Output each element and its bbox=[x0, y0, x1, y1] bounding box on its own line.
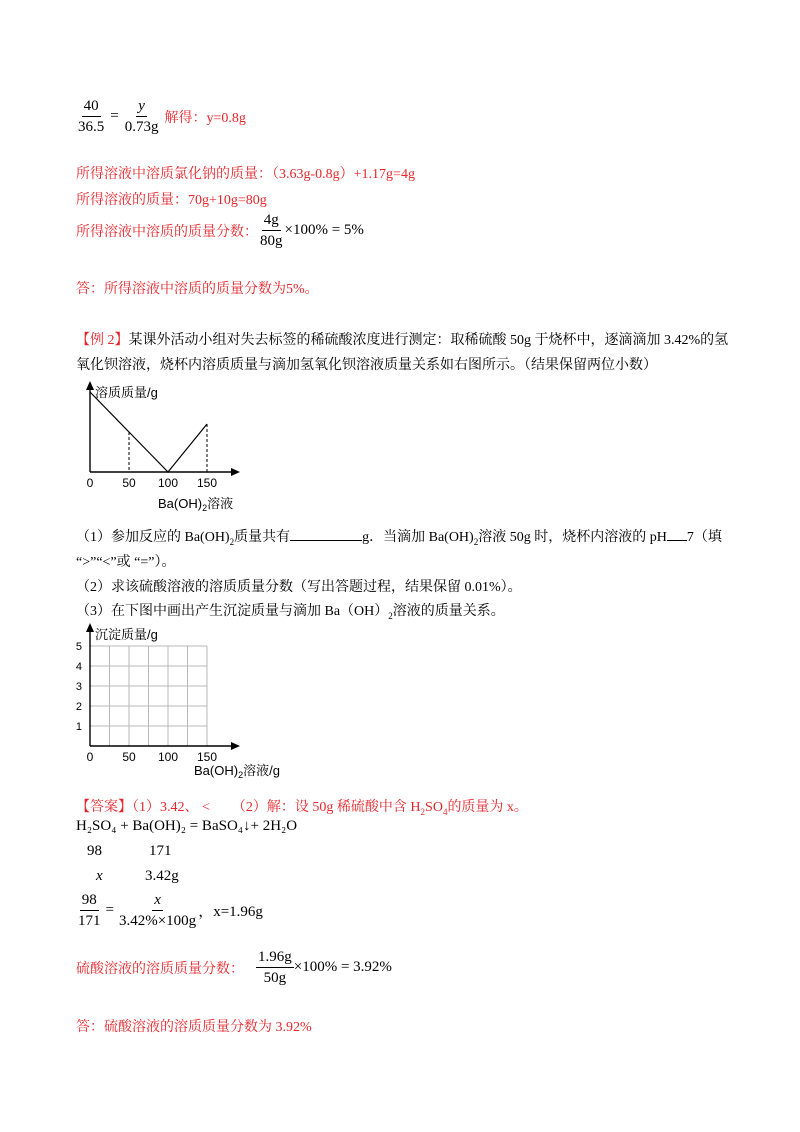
question-3 bbox=[76, 600, 505, 621]
x-tick-label: 0 bbox=[86, 750, 94, 764]
answer-header bbox=[76, 796, 528, 817]
x-tick-labels bbox=[87, 476, 218, 490]
answer-part1: （1）3.42、 < bbox=[132, 800, 210, 815]
result-label: 硫酸溶液的溶质质量分数： bbox=[76, 961, 244, 977]
x-tick-labels bbox=[87, 750, 218, 764]
y-tick-label: 4 bbox=[75, 661, 82, 673]
x-axis-label: $Ba(OH)_2$溶液/g bbox=[194, 763, 280, 780]
fraction bbox=[258, 210, 285, 251]
q3-text: （3）在下图中画出产生沉淀质量与滴加 Ba（OH） bbox=[76, 604, 389, 619]
fraction-label: 所得溶液中溶质的质量分数： bbox=[76, 224, 258, 240]
series-line bbox=[90, 392, 207, 472]
subscript: 2 bbox=[473, 536, 479, 547]
x-tick-label: 150 bbox=[196, 750, 218, 764]
fraction-line bbox=[76, 210, 364, 251]
solution-mass-line: 所得溶液的质量：70g+10g=80g bbox=[76, 193, 267, 208]
final-answer: 答：硫酸溶液的溶质质量分数为 3.92% bbox=[76, 1020, 312, 1035]
x-tick-label: 100 bbox=[157, 750, 179, 764]
answer-tag: 【答案】 bbox=[76, 800, 132, 815]
grid bbox=[90, 646, 207, 746]
denominator: 0.73g bbox=[124, 119, 159, 135]
denominator: 36.5 bbox=[78, 119, 105, 135]
y-axis-label: 沉淀质量/g bbox=[95, 627, 158, 642]
denominator: 80g bbox=[260, 233, 283, 249]
y-tick-label: 2 bbox=[75, 701, 82, 713]
y-axis-label: 溶质质量/g bbox=[95, 385, 158, 400]
denominator: 171 bbox=[78, 913, 101, 929]
fraction bbox=[117, 890, 198, 931]
subscript: 2 bbox=[420, 806, 426, 817]
x-tick-label: 100 bbox=[157, 476, 179, 490]
x-axis-arrow bbox=[231, 468, 240, 476]
y-tick-label: 1 bbox=[75, 721, 82, 733]
series bbox=[90, 392, 207, 472]
numerator: 98 bbox=[80, 890, 99, 911]
numerator: 4g bbox=[262, 210, 281, 231]
denominator: 50g bbox=[263, 970, 287, 986]
solve-text: 解得：y=0.8g bbox=[164, 110, 246, 126]
y-tick-label: 3 bbox=[75, 681, 82, 693]
question-2: （2）求该硫酸溶液的溶质质量分数（写出答题过程，结果保留 0.01%）。 bbox=[76, 580, 522, 595]
example2-line1 bbox=[76, 329, 728, 349]
answer-part2: 的质量为 x。 bbox=[447, 800, 528, 815]
molar-mass-1: 98 bbox=[87, 843, 102, 859]
equation-1 bbox=[76, 96, 246, 137]
numerator: 40 bbox=[82, 96, 101, 117]
equals: = bbox=[105, 902, 114, 918]
x-tick-label: 50 bbox=[122, 476, 136, 490]
x-tick-label: 150 bbox=[196, 476, 218, 490]
question-1 bbox=[76, 526, 722, 547]
chart-precipitate-mass bbox=[70, 622, 280, 780]
chart-solute-mass bbox=[76, 380, 256, 513]
y-axis-arrow bbox=[86, 623, 94, 632]
numerator: x bbox=[152, 890, 163, 911]
result-rest: ×100% = 3.92% bbox=[293, 959, 392, 975]
numerator: 1.96g bbox=[256, 947, 294, 968]
numerator: y bbox=[136, 96, 147, 117]
example2-line2: 氧化钡溶液，烧杯内溶质质量与滴加氢氧化钡溶液质量关系如右图所示。（结果保留两位小数） bbox=[76, 358, 657, 373]
y-axis-arrow bbox=[86, 381, 94, 390]
q1-text: 溶液 50g 时，烧杯内溶液的 pH bbox=[478, 530, 667, 545]
var-2: 3.42g bbox=[145, 868, 179, 884]
equals: = bbox=[110, 108, 119, 124]
example-text: 某课外活动小组对失去标签的稀硫酸浓度进行测定：取稀硫酸 50g 于烧杯中，逐滴滴加 3.42%的氢 bbox=[128, 333, 729, 348]
x-axis-arrow bbox=[231, 742, 240, 750]
answer-1: 答：所得溶液中溶质的质量分数为5%。 bbox=[76, 282, 319, 297]
fraction bbox=[76, 96, 106, 137]
answer-part2: （2）解：设 50g 稀硫酸中含 H bbox=[231, 800, 421, 815]
fraction-rest: ×100% = 5% bbox=[284, 222, 364, 238]
result-line bbox=[76, 947, 392, 988]
answer-blank[interactable] bbox=[667, 540, 687, 541]
denominator: 3.42%×100g bbox=[118, 913, 197, 929]
q1-text: （1）参加反应的 Ba(OH) bbox=[76, 530, 230, 545]
answer-blank[interactable] bbox=[290, 540, 362, 541]
subscript: 2 bbox=[229, 536, 235, 547]
fraction bbox=[76, 890, 103, 931]
y-tick-label: 5 bbox=[75, 641, 82, 653]
x-tick-label: 0 bbox=[86, 476, 94, 490]
subscript: 4 bbox=[442, 806, 448, 817]
question-1-line2: “>”“<”或 “=”）。 bbox=[76, 555, 176, 570]
molar-mass-2: 171 bbox=[149, 843, 172, 859]
fraction bbox=[256, 947, 294, 988]
x-tick-label: 50 bbox=[122, 750, 136, 764]
equation-tail: ，x=1.96g bbox=[198, 904, 263, 920]
x-axis-label: $Ba(OH)_2$溶液 bbox=[158, 496, 234, 513]
example-tag: 【例 2】 bbox=[76, 333, 129, 348]
fraction bbox=[123, 96, 161, 137]
y-tick-labels bbox=[76, 641, 82, 733]
subscript: 2 bbox=[388, 610, 393, 621]
equation-2 bbox=[76, 890, 263, 931]
var-1: x bbox=[96, 868, 103, 884]
reaction-equation: H₂SO₄ + Ba(OH)₂ = BaSO₄↓+ 2H₂O bbox=[76, 818, 298, 834]
q3-text: 溶液的质量关系。 bbox=[392, 604, 505, 619]
q1-text: 质量共有 bbox=[234, 530, 291, 545]
q1-text: 7（填 bbox=[686, 530, 722, 545]
solute-mass-line: 所得溶液中溶质氯化钠的质量：（3.63g-0.8g）+1.17g=4g bbox=[76, 167, 415, 182]
answer-part2: SO bbox=[425, 800, 443, 815]
q1-text: g．当滴加 Ba(OH) bbox=[362, 530, 474, 545]
